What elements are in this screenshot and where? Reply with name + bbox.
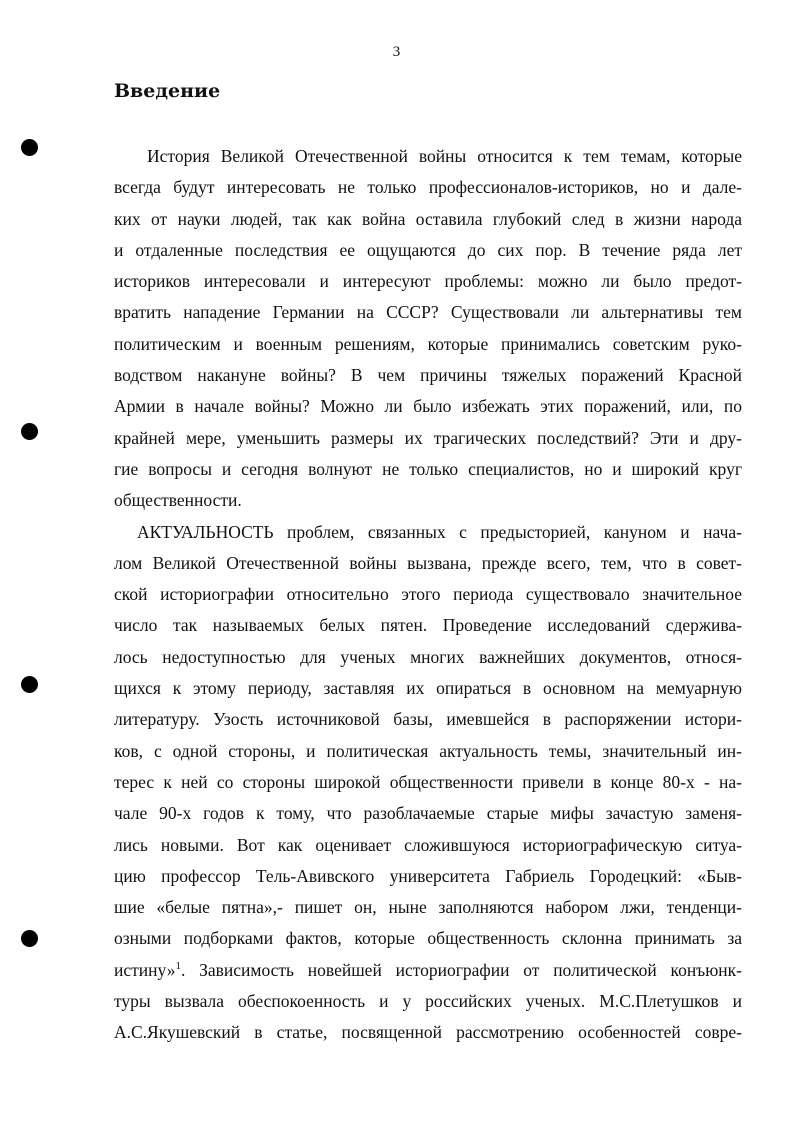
body-text: [114, 141, 742, 1049]
text-fragment: истину»: [114, 959, 176, 980]
page-title: Введение: [114, 80, 221, 102]
binder-hole: [21, 139, 38, 156]
text-line: и отдаленные последствия ее ощущаются до сих пор. В течение ряда лет: [114, 239, 742, 260]
text-line: Армии в начале войны? Можно ли было избежать этих поражений, или, по: [114, 396, 742, 417]
text-line: ких от науки людей, так как война оставила глубокий след в жизни народа: [114, 208, 742, 229]
text-line: А.С.Якушевский в статье, посвященной рассмотрению особенностей совре-: [114, 1022, 742, 1043]
text-line: вратить нападение Германии на СССР? Существовали ли альтернативы тем: [114, 302, 742, 323]
text-line: литературу. Узость источниковой базы, имевшейся в распоряжении истори-: [114, 709, 742, 730]
text-line: ков, с одной стороны, и политическая актуальность темы, значительный ин-: [114, 740, 742, 761]
text-line: лись новыми. Вот как оценивает сложившуюся историографическую ситуа-: [114, 834, 742, 855]
page-number: 3: [392, 44, 401, 60]
text-line: общественности.: [114, 490, 242, 511]
text-line: АКТУАЛЬНОСТЬ проблем, связанных с предысторией, кануном и нача-: [137, 521, 742, 542]
binder-hole: [21, 676, 38, 693]
text-line: крайней мере, уменьшить размеры их трагических последствий? Эти и дру-: [114, 427, 742, 448]
binder-hole: [21, 423, 38, 440]
text-line: всегда будут интересовать не только профессионалов-историков, но и дале-: [114, 177, 742, 198]
footnote-marker[interactable]: 1: [175, 959, 181, 972]
text-line: историков интересовали и интересуют проблемы: можно ли было предот-: [114, 271, 742, 292]
text-line: лось недоступностью для ученых многих важнейших документов, относя-: [114, 646, 742, 667]
footnote-line: [114, 955, 742, 986]
text-line: озными подборками фактов, которые общественность склонна принимать за: [114, 928, 742, 949]
text-line: число так называемых белых пятен. Проведение исследований сдержива-: [114, 615, 742, 636]
text-line: ской историографии относительно этого периода существовало значительное: [114, 584, 742, 605]
text-line: чале 90-х годов к тому, что разоблачаемые старые мифы зачастую заменя-: [114, 803, 742, 824]
binder-hole: [21, 930, 38, 947]
text-line: цию профессор Тель-Авивского университета Габриель Городецкий: «Быв-: [114, 865, 742, 886]
text-line: туры вызвала обеспокоенность и у российских ученых. М.С.Плетушков и: [114, 991, 742, 1012]
text-line: политическим и военным решениям, которые принимались советским руко-: [114, 333, 742, 354]
text-line: терес к ней со стороны широкой общественности привели в конце 80-х - на-: [114, 771, 742, 792]
text-line: лом Великой Отечественной войны вызвана, прежде всего, тем, что в совет-: [114, 552, 742, 573]
text-line: гие вопросы и сегодня волнуют не только специалистов, но и широкий круг: [114, 458, 742, 479]
text-line: щихся к этому периоду, заставляя их опираться в основном на мемуарную: [114, 678, 742, 699]
text-line: водством накануне войны? В чем причины тяжелых поражений Красной: [114, 365, 742, 386]
text-line: История Великой Отечественной войны относится к тем темам, которые: [147, 146, 742, 166]
text-line: шие «белые пятна»,- пишет он, ныне заполняются набором лжи, тенденци-: [114, 897, 742, 918]
text-fragment: . Зависимость новейшей историографии от политической конъюнк-: [180, 959, 742, 980]
